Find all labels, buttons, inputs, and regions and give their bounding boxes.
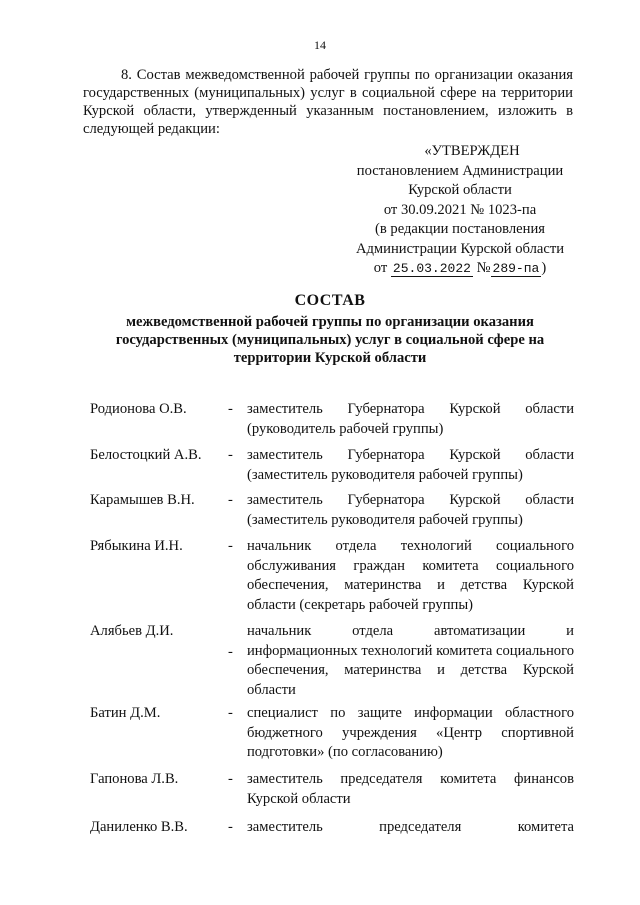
revision-date: 25.03.2022	[392, 261, 471, 276]
member-dash: -	[228, 819, 233, 835]
member-name: Батин Д.М.	[90, 705, 161, 721]
amendment-paragraph: 8. Состав межведомственной рабочей группы по организации оказания государственных (муниципальных) услуг в социальной сфере на территории Курской области, утвержденный указанным постановлением, изложить в следующей редакции:	[83, 67, 573, 137]
member-name: Алябьев Д.И.	[90, 623, 174, 639]
approval-line: Администрации Курской области	[355, 240, 565, 257]
document-title	[90, 292, 570, 367]
title-main: СОСТАВ	[294, 292, 366, 309]
approval-line: постановлением Администрации	[356, 162, 564, 179]
approval-heading: «УТВЕРЖДЕН	[424, 143, 520, 159]
number-prefix: №	[476, 260, 491, 276]
approval-line: (в редакции постановления	[375, 221, 545, 237]
page-number: 14	[314, 38, 326, 52]
approval-line: от 30.09.2021 № 1023-па	[383, 201, 537, 218]
member-dash: -	[228, 644, 233, 660]
member-role: заместитель Губернатора Курской области (заместитель руководителя рабочей группы)	[247, 447, 574, 483]
member-role: специалист по защите информации областного бюджетного учреждения «Центр спортивной подготовки» (по согласованию)	[247, 705, 574, 760]
member-role: заместитель председателя комитета	[247, 819, 574, 835]
member-dash: -	[228, 771, 233, 787]
member-role: заместитель Губернатора Курской области (руководитель рабочей группы)	[247, 401, 574, 437]
member-role: начальник отдела технологий социального обслуживания граждан комитета социального обеспечения, материнства и детства Курской области (секретарь рабочей группы)	[247, 538, 574, 613]
member-role: начальник отдела автоматизации и информационных технологий комитета социального обеспечения, материнства и детства Курской области	[247, 623, 574, 698]
revision-number: 289-па	[492, 261, 540, 276]
member-name: Карамышев В.Н.	[90, 492, 195, 508]
member-dash: -	[228, 705, 233, 721]
member-dash: -	[228, 401, 233, 417]
member-name: Родионова О.В.	[90, 401, 187, 417]
member-role: заместитель Губернатора Курской области (заместитель руководителя рабочей группы)	[247, 492, 574, 528]
member-role: заместитель председателя комитета финансов Курской области	[247, 771, 574, 807]
member-dash: -	[228, 447, 233, 463]
date-prefix: от	[373, 260, 388, 276]
title-subtitle: межведомственной рабочей группы по организации оказания государственных (муниципальных) услуг в социальной сфере на территории Курской области	[115, 314, 545, 366]
member-dash: -	[228, 492, 233, 508]
revision-date-line	[340, 259, 580, 279]
member-name: Гапонова Л.В.	[90, 771, 179, 787]
closing-paren: )	[541, 260, 547, 276]
approval-line: Курской области	[408, 182, 512, 198]
member-dash: -	[228, 538, 233, 554]
approval-stamp	[340, 142, 580, 279]
member-name: Рябыкина И.Н.	[90, 538, 183, 554]
member-name: Даниленко В.В.	[90, 819, 188, 835]
member-name: Белостоцкий А.В.	[90, 447, 202, 463]
